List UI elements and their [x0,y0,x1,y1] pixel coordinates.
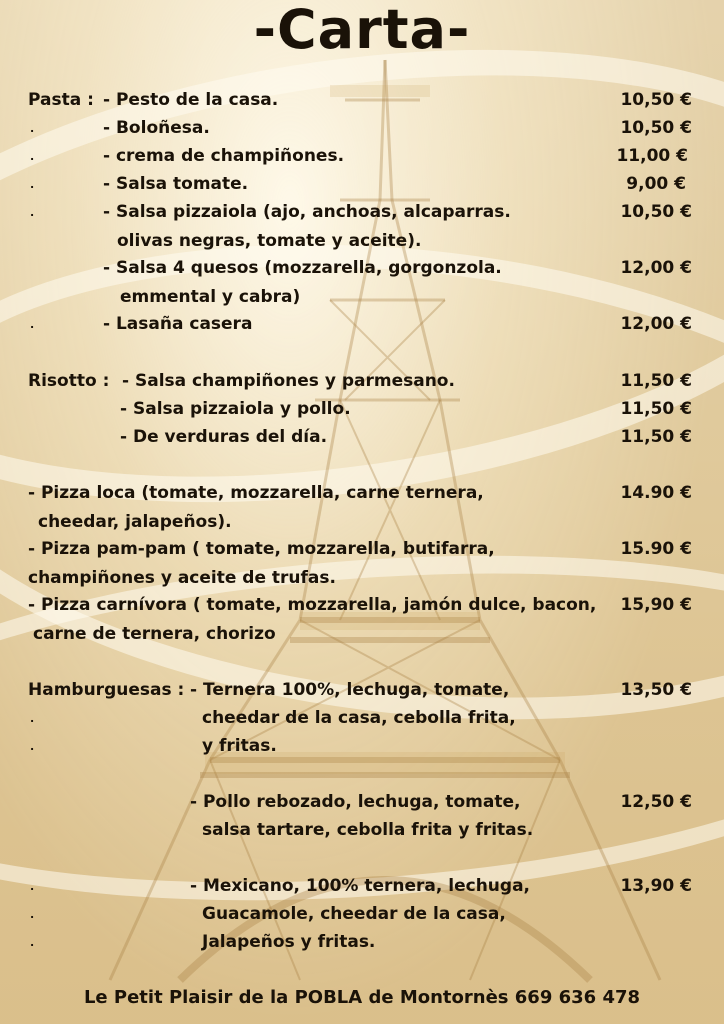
bullet-dot: . [30,880,35,893]
menu-item-price: 11,00 € [616,146,688,166]
menu-item-name: - Lasaña casera [103,314,253,334]
menu-item-name: - Ternera 100%, lechuga, tomate, [190,680,510,700]
menu-item-name: - Salsa champiñones y parmesano. [122,371,455,391]
footer-contact: Le Petit Plaisir de la POBLA de Montornès 669 636 478 [83,987,641,1008]
menu-item-name: - Salsa 4 quesos (mozzarella, gorgonzola. [103,258,502,278]
bullet-dot: . [30,936,35,949]
menu-item-name: - Mexicano, 100% ternera, lechuga, [190,876,530,896]
menu-item-description: y fritas. [202,736,277,756]
menu-item-description: salsa tartare, cebolla frita y fritas. [202,820,534,840]
bullet-dot: . [30,206,35,219]
menu-item-description: carne de ternera, chorizo [33,624,276,644]
menu-item-description: champiñones y aceite de trufas. [28,568,336,588]
menu-item-name: - Pizza pam-pam ( tomate, mozzarella, butifarra, [28,539,495,559]
menu-item-name: - crema de champiñones. [103,146,345,166]
section-label-risotto: Risotto : [28,371,110,391]
bullet-dot: . [30,908,35,921]
bullet-dot: . [30,122,35,135]
bullet-dot: . [30,740,35,753]
menu-item-description: cheedar de la casa, cebolla frita, [202,708,516,728]
menu-item-price: 12,00 € [620,314,692,334]
menu-item-description: Guacamole, cheedar de la casa, [202,904,506,924]
section-label-hamburguesas: Hamburguesas : [28,680,185,700]
menu-item-description: emmental y cabra) [120,287,301,307]
menu-item-description: olivas negras, tomate y aceite). [117,231,422,251]
bullet-dot: . [30,150,35,163]
menu-item-price: 12,50 € [620,792,692,812]
menu-item-price: 15,90 € [620,595,692,615]
page-title: -Carta- [253,0,471,61]
menu-item-price: 11,50 € [620,371,692,391]
menu-item-price: 14.90 € [620,483,692,503]
menu-item-name: - Salsa pizzaiola (ajo, anchoas, alcaparras. [103,202,511,222]
menu-item-name: - De verduras del día. [120,427,328,447]
menu-item-price: 11,50 € [620,399,692,419]
menu-item-name: - Pollo rebozado, lechuga, tomate, [190,792,521,812]
bullet-dot: . [30,178,35,191]
menu-item-price: 15.90 € [620,539,692,559]
section-label-pasta: Pasta : [28,90,94,110]
menu-item-name: - Salsa pizzaiola y pollo. [120,399,351,419]
menu-item-price: 13,50 € [620,680,692,700]
menu-item-price: 10,50 € [620,202,692,222]
menu-item-price: 12,00 € [620,258,692,278]
menu-item-price: 11,50 € [620,427,692,447]
menu-item-price: 10,50 € [620,90,692,110]
menu-item-description: cheedar, jalapeños). [38,512,232,532]
menu-item-name: - Pizza loca (tomate, mozzarella, carne ternera, [28,483,484,503]
menu-item-description: Jalapeños y fritas. [202,932,376,952]
menu-item-name: - Pesto de la casa. [103,90,279,110]
menu-item-name: - Pizza carnívora ( tomate, mozzarella, jamón dulce, bacon, [28,595,597,615]
menu-item-price: 13,90 € [620,876,692,896]
menu-item-price: 9,00 € [626,174,686,194]
menu-item-name: - Salsa tomate. [103,174,249,194]
menu-item-name: - Boloñesa. [103,118,210,138]
bullet-dot: . [30,712,35,725]
menu-item-price: 10,50 € [620,118,692,138]
bullet-dot: . [30,318,35,331]
